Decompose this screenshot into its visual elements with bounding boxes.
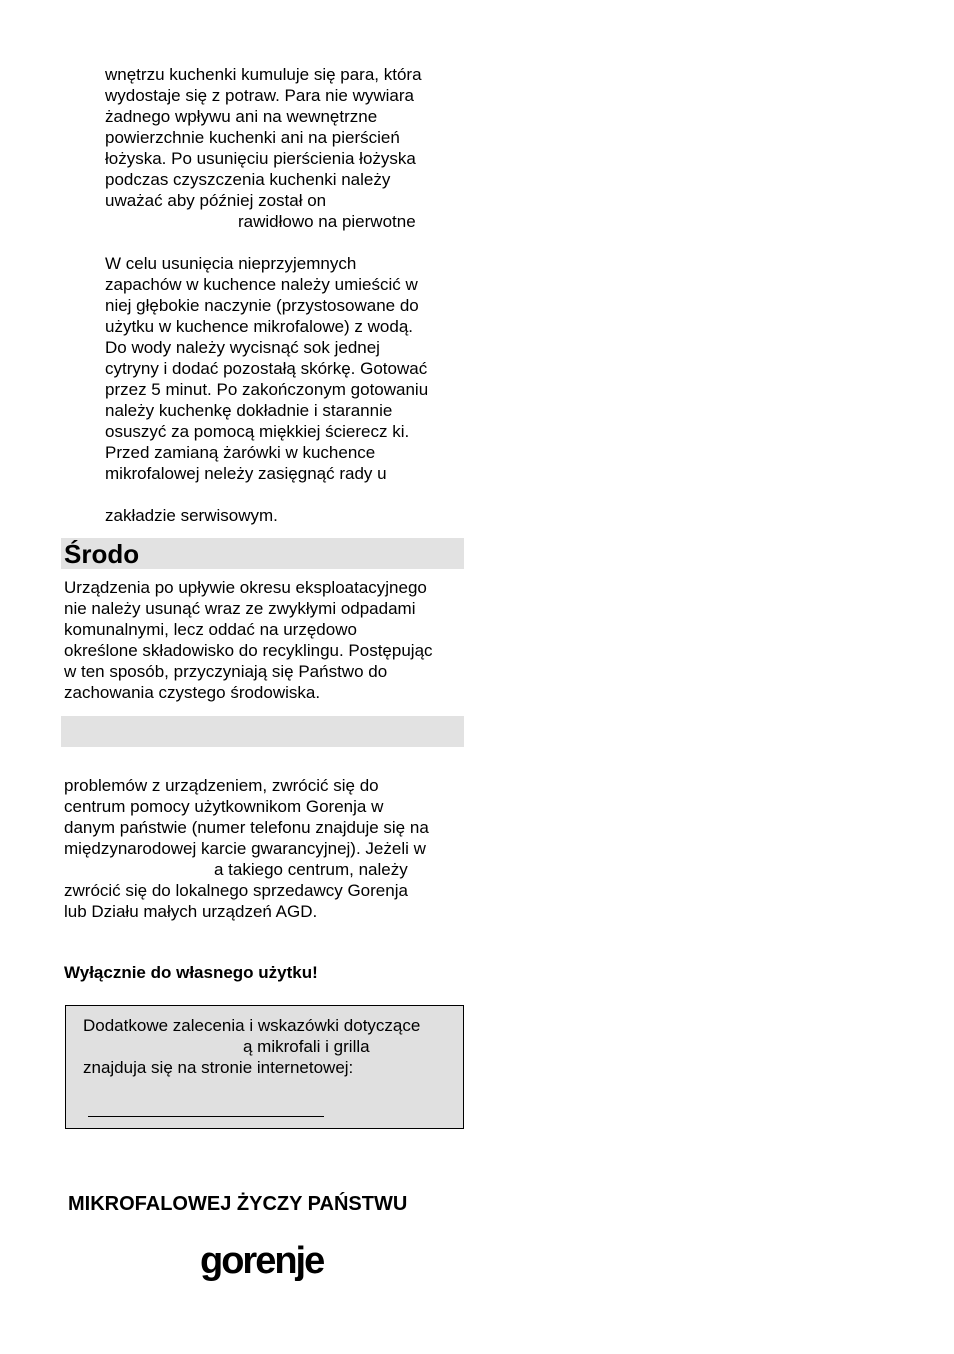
- body-text-line: określone składowisko do recyklingu. Postępując: [64, 641, 433, 660]
- body-text-line: podczas czyszczenia kuchenki należy: [105, 170, 391, 189]
- closing-text: MIKROFALOWEJ ŻYCZY PAŃSTWU: [68, 1193, 408, 1215]
- url-underline: [88, 1116, 324, 1117]
- body-text-line: lub Działu małych urządzeń AGD.: [64, 902, 318, 921]
- body-text-line: niej głębokie naczynie (przystosowane do: [105, 296, 419, 315]
- body-text-line: cytryny i dodać pozostałą skórkę. Gotować: [105, 359, 428, 378]
- body-text-line: Do wody należy wycisnąć sok jednej: [105, 338, 380, 357]
- body-text-line: łożyska. Po usunięciu pierścienia łożyska: [105, 149, 416, 168]
- body-text-line: w ten sposób, przyczyniają się Państwo do: [64, 662, 388, 681]
- body-text-line: mikrofalowej neleży zasięgnąć rady u: [105, 464, 387, 483]
- body-text-line: zwrócić się do lokalnego sprzedawcy Gorenja: [64, 881, 408, 900]
- body-text-line: danym państwie (numer telefonu znajduje się na: [64, 818, 429, 837]
- body-text-line: użytku w kuchence mikrofalowe) z wodą.: [105, 317, 414, 336]
- body-text-line: przez 5 minut. Po zakończonym gotowaniu: [105, 380, 429, 399]
- body-text-line: uważać aby później został on: [105, 191, 327, 210]
- body-text-line: zakładzie serwisowym.: [105, 506, 278, 525]
- body-text-line: wnętrzu kuchenki kumuluje się para, która: [105, 65, 422, 84]
- body-text-line: nie należy usunąć wraz ze zwykłymi odpadami: [64, 599, 416, 618]
- info-box-line: znajduja się na stronie internetowej:: [83, 1058, 354, 1077]
- body-text-line: centrum pomocy użytkownikom Gorenja w: [64, 797, 384, 816]
- body-text-line: Przed zamianą żarówki w kuchence: [105, 443, 376, 462]
- body-text-line: żadnego wpływu ani na wewnętrzne: [105, 107, 378, 126]
- body-text-line: wydostaje się z potraw. Para nie wywiara: [105, 86, 414, 105]
- body-text-line: osuszyć za pomocą miękkiej ścierecz ki.: [105, 422, 410, 441]
- section-heading: Środo: [64, 539, 140, 569]
- body-text-line: rawidłowo na pierwotne: [238, 212, 416, 231]
- gorenje-logo: gorenje: [200, 1240, 324, 1282]
- body-text-line: Urządzenia po upływie okresu eksploatacyjnego: [64, 578, 427, 597]
- body-text-line: należy kuchenkę dokładnie i starannie: [105, 401, 393, 420]
- body-text-line: powierzchnie kuchenki ani na pierścień: [105, 128, 400, 147]
- body-text-line: komunalnymi, lecz oddać na urzędowo: [64, 620, 357, 639]
- body-text-line: W celu usunięcia nieprzyjemnych: [105, 254, 357, 273]
- body-text-line: a takiego centrum, należy: [214, 860, 408, 879]
- info-box-line: ą mikrofali i grilla: [243, 1037, 370, 1056]
- body-text-line: zapachów w kuchence należy umieścić w: [105, 275, 418, 294]
- body-text-line: problemów z urządzeniem, zwrócić się do: [64, 776, 379, 795]
- body-text-line: międzynarodowej karcie gwarancyjnej). Jeżeli w: [64, 839, 426, 858]
- section-heading-bar-empty: [61, 716, 464, 747]
- info-box-line: Dodatkowe zalecenia i wskazówki dotyczące: [83, 1016, 421, 1035]
- personal-use-note: Wyłącznie do własnego użytku!: [64, 963, 318, 982]
- body-text-line: zachowania czystego środowiska.: [64, 683, 321, 702]
